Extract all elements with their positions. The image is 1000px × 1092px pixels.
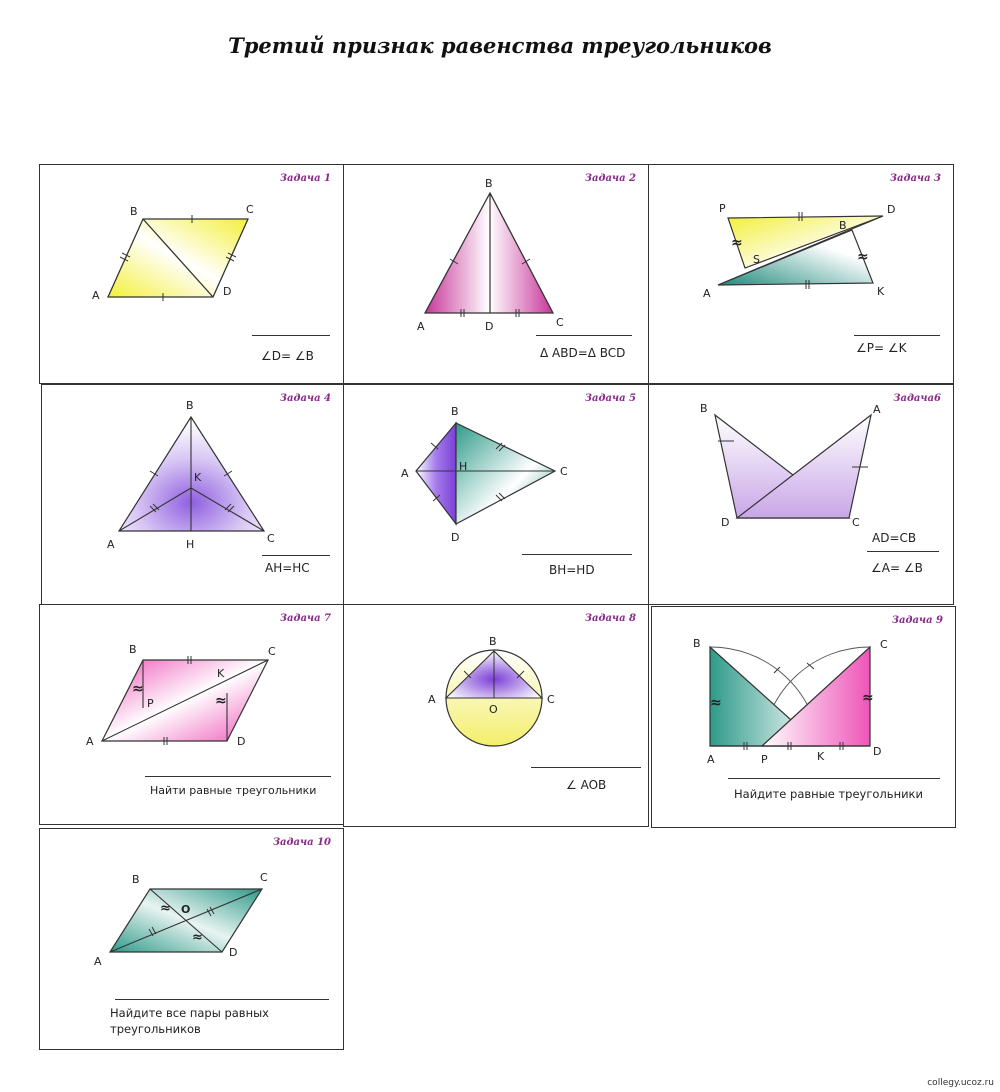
point-b-label: B [700,402,708,415]
point-a-label: A [94,955,102,968]
task-5-card [343,384,649,605]
point-a-label: A [107,538,115,551]
approx-mark-1: ≈ [160,901,171,916]
point-d-label: D [451,531,460,544]
approx-mark-1: ≈ [710,695,722,711]
triangle-bcd [456,423,555,524]
approx-mark-2: ≈ [862,690,874,706]
point-a-label: A [92,289,100,302]
triangle-abd [416,423,456,524]
point-b-label: B [132,873,140,886]
point-d-label: D [223,285,232,298]
task-7-condition: Найти равные треугольники [150,784,317,797]
approx-mark-1: ≈ [132,681,144,697]
task-6-card [648,384,954,605]
point-c-label: C [547,693,555,706]
task-1-card [39,164,344,384]
task-7-card [39,604,344,825]
task-5-rule [522,554,632,555]
point-a-label: A [873,403,881,416]
task-6-condition-2: ∠A= ∠B [871,561,923,575]
task-10-card [39,828,344,1050]
task-5-header: Задача 5 [584,393,636,404]
point-a-label: A [428,693,436,706]
point-b-label: B [485,177,493,190]
watermark-text: collegy.ucoz.ru [927,1078,994,1088]
task-8-figure [344,605,650,828]
task-7-rule [145,776,331,777]
task-6-condition-1: AD=CB [872,531,917,545]
approx-mark-1: ≈ [731,235,743,251]
point-h-label: H [186,538,195,551]
task-3-rule [854,335,940,336]
task-2-condition: Δ ABD=Δ BCD [540,346,626,360]
point-c-label: C [260,871,268,884]
point-c-label: C [880,638,888,651]
point-p-label: P [147,697,154,710]
point-k-label: K [877,285,885,298]
task-10-condition: Найдите все пары равных треугольников [110,1006,269,1036]
point-c-label: C [267,532,275,545]
point-p-label: P [761,753,768,766]
point-o-label: O [181,903,191,916]
task-8-header: Задача 8 [584,613,636,624]
task-3-card [648,164,954,384]
point-b-label: B [129,643,137,656]
task-3-header: Задача 3 [889,173,941,184]
approx-mark-2: ≈ [215,693,227,709]
task-3-figure [649,165,955,385]
point-a-label: A [401,467,409,480]
task-8-rule [531,767,641,768]
task-9-condition: Найдите равные треугольники [734,787,923,801]
task-1-condition: ∠D= ∠B [261,349,314,363]
point-d-label: D [887,203,896,216]
triangle-abc [425,193,553,313]
task-5-figure [344,385,650,606]
task-3-condition: ∠P= ∠K [856,341,907,355]
task-9-rule [728,778,940,779]
point-c-label: C [852,516,860,529]
point-b-label: B [693,637,701,650]
task-2-rule [536,335,632,336]
point-d-label: D [237,735,246,748]
task-8-card [343,604,649,827]
point-b-label: B [489,635,497,648]
task-1-rule [252,335,330,336]
point-k-label: K [817,750,825,763]
task-6-rule [867,551,939,552]
point-d-label: D [229,946,238,959]
task-5-condition: BH=HD [549,563,595,577]
task-7-header: Задача 7 [279,613,331,624]
task-1-header: Задача 1 [279,173,331,184]
task-2-card [343,164,649,384]
triangle-dpc [762,647,870,746]
point-p-label: P [719,202,726,215]
point-a-label: A [703,287,711,300]
task-4-rule [262,555,330,556]
point-s-label: S [753,253,760,266]
point-c-label: C [246,203,254,216]
point-k-label: K [194,471,202,484]
point-b-label: B [451,405,459,418]
approx-mark-2: ≈ [192,930,203,945]
task-9-header: Задача 9 [891,615,943,626]
approx-mark-2: ≈ [857,249,869,265]
point-k-label: K [217,667,225,680]
point-a-label: A [417,320,425,333]
task-10-rule [115,999,329,1000]
point-o-label: O [489,703,498,716]
task-8-condition: ∠ AOB [566,778,607,792]
point-a-label: A [86,735,94,748]
task-2-header: Задача 2 [584,173,636,184]
task-10-header: Задача 10 [272,837,331,848]
point-h-label: H [459,460,468,473]
task-6-header: Задача6 [893,393,941,404]
point-c-label: C [556,316,564,329]
point-d-label: D [485,320,494,333]
point-b-label: B [130,205,138,218]
task-4-header: Задача 4 [279,393,331,404]
point-b-label: B [186,399,194,412]
point-d-label: D [721,516,730,529]
task-4-condition: AH=HC [265,561,310,575]
point-c-label: C [560,465,568,478]
point-c-label: C [268,645,276,658]
point-a-label: A [707,753,715,766]
task-4-card [41,384,344,605]
point-d-label: D [873,745,882,758]
page-title: Третий признак равенства треугольников [228,33,772,58]
point-b-label: B [839,219,847,232]
task-9-card [651,606,956,828]
